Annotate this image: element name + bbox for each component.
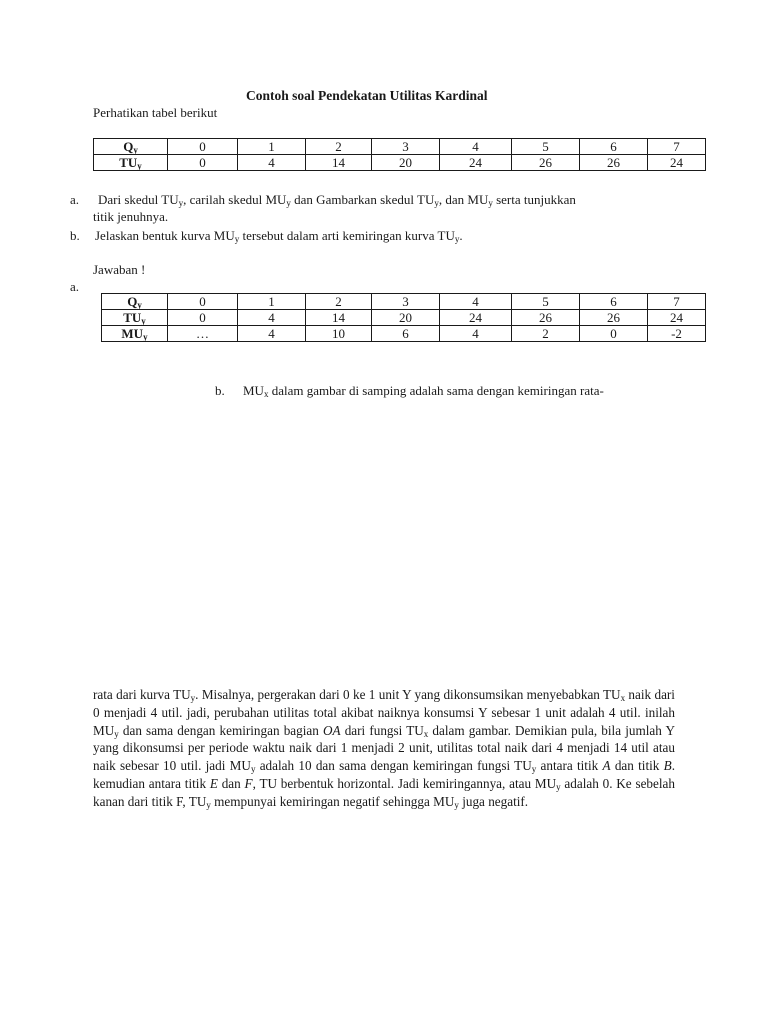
- subscript: x: [423, 728, 429, 739]
- answer-b-marker: b.: [215, 383, 225, 398]
- italic-term: F: [244, 775, 253, 791]
- subscript: y: [190, 693, 196, 703]
- text-run: adalah 0. Ke sebelah kanan dari titik F, TU: [93, 775, 675, 809]
- subscript: y: [234, 234, 240, 244]
- table-cell: 20: [372, 155, 440, 171]
- italic-term: A: [602, 758, 611, 774]
- document-title: Contoh soal Pendekatan Utilitas Kardinal: [246, 88, 488, 103]
- table-cell: 4: [440, 139, 512, 155]
- text-run: .: [459, 228, 463, 243]
- text-run: serta tunjukkan: [492, 192, 576, 207]
- italic-term: OA: [322, 722, 341, 738]
- table-cell: 1: [238, 294, 306, 310]
- row-header: $Q_y$: [102, 294, 168, 310]
- table-cell: 6: [580, 294, 648, 310]
- table-row: [102, 310, 706, 326]
- table-cell: 6: [372, 326, 440, 342]
- table-cell: 5: [512, 294, 580, 310]
- table-row: [94, 139, 706, 155]
- table-cell: 2: [512, 326, 580, 342]
- table-cell: 24: [648, 310, 706, 326]
- table-cell: 4: [238, 326, 306, 342]
- question-a-text-line2: titik jenuhnya.: [93, 209, 169, 224]
- text-run: antara titik: [536, 758, 603, 774]
- table-cell: 4: [440, 294, 512, 310]
- text-run: , carilah skedul MU: [183, 192, 287, 207]
- answer-a-marker: a.: [70, 279, 80, 294]
- subscript: y: [434, 198, 439, 208]
- table-cell: 2: [306, 294, 372, 310]
- table-cell: 0: [168, 155, 238, 171]
- table-cell: 0: [580, 326, 648, 342]
- table-marginal-utility: [101, 293, 706, 342]
- subscript: x: [263, 389, 269, 399]
- table-cell: 14: [306, 310, 372, 326]
- question-b-text: [95, 228, 463, 244]
- text-run: adalah 10 dan sama dengan kemiringan fungsi TU: [255, 758, 532, 774]
- table-cell: 10: [306, 326, 372, 342]
- table-cell: 26: [512, 310, 580, 326]
- question-a-text: [98, 192, 576, 208]
- table-cell: 24: [440, 155, 512, 171]
- table-cell: 24: [648, 155, 706, 171]
- subscript: y: [206, 799, 211, 810]
- table-cell: 26: [512, 155, 580, 171]
- table-cell: 4: [238, 155, 306, 171]
- text-run: rata dari kurva TU: [93, 687, 191, 702]
- table-cell: 0: [168, 310, 238, 326]
- italic-term: E: [209, 775, 218, 791]
- table-cell: -2: [648, 326, 706, 342]
- text-run: dan titik: [610, 758, 664, 774]
- answer-heading: Jawaban !: [93, 262, 146, 277]
- text-run: naik dari 0 menjadi 4 util. jadi, perubahan utilitas total akibat naiknya konsumsi Y sebesar 1 unit adalah 4 util. inilah MU: [93, 687, 675, 738]
- text-run: dan Gambarkan skedul TU: [290, 192, 435, 207]
- row-header: $Q_y$: [94, 139, 168, 155]
- text-run: dan: [217, 775, 245, 791]
- text-run: . kemudian antara titik: [93, 758, 676, 791]
- table-cell: 3: [372, 294, 440, 310]
- text-run: Jelaskan bentuk kurva MU: [95, 228, 235, 243]
- table-cell: …: [168, 326, 238, 342]
- table-row: [102, 294, 706, 310]
- text-run: dalam gambar di samping adalah sama dengan kemiringan rata-: [268, 383, 604, 398]
- table-cell: 4: [440, 326, 512, 342]
- table-cell: 24: [440, 310, 512, 326]
- answer-b-continuation: [93, 686, 675, 811]
- text-run: dalam gambar. Demikian pula, bila jumlah Y yang dikonsumsi per periode waktu naik dari 1 menjadi 2 unit, utilitas total naik dari 4 menjadi 14 util atau naik sebesar 10 util. jadi MU: [93, 722, 675, 774]
- table-cell: 0: [168, 139, 238, 155]
- text-run: Dari skedul TU: [98, 192, 179, 207]
- question-b-marker: b.: [70, 228, 80, 243]
- row-header: $TU_y$: [94, 155, 168, 171]
- table-cell: 5: [512, 139, 580, 155]
- subscript: y: [454, 234, 460, 244]
- table-row: [94, 155, 706, 171]
- row-header: $TU_y$: [102, 310, 168, 326]
- subscript: y: [286, 198, 291, 208]
- text-run: . Misalnya, pergerakan dari 0 ke 1 unit Y yang dikonsumsikan menyebabkan TU: [195, 687, 621, 702]
- question-a-marker: a.: [70, 192, 80, 207]
- table-cell: 3: [372, 139, 440, 155]
- intro-text: Perhatikan tabel berikut: [93, 105, 218, 120]
- table-row: [102, 326, 706, 342]
- table-cell: 2: [306, 139, 372, 155]
- table-cell: 14: [306, 155, 372, 171]
- subscript: y: [250, 764, 256, 775]
- text-run: MU: [243, 383, 264, 398]
- answer-b-text: [243, 383, 604, 399]
- row-header: $MU_y$: [102, 326, 168, 342]
- text-run: tersebut dalam arti kemiringan kurva TU: [239, 228, 455, 243]
- subscript: x: [620, 693, 626, 703]
- subscript: y: [488, 198, 493, 208]
- table-cell: 20: [372, 310, 440, 326]
- table-cell: 4: [238, 310, 306, 326]
- table-utility-schedule: [93, 138, 706, 171]
- table-cell: 7: [648, 139, 706, 155]
- subscript: y: [556, 781, 561, 792]
- subscript: y: [454, 799, 459, 810]
- table-cell: 6: [580, 139, 648, 155]
- text-run: dan sama dengan kemiringan bagian: [118, 722, 323, 738]
- text-run: , TU berbentuk horizontal. Jadi kemiringannya, atau MU: [252, 775, 557, 791]
- subscript: y: [178, 198, 184, 208]
- italic-term: B: [663, 758, 672, 774]
- table-cell: 7: [648, 294, 706, 310]
- table-cell: 1: [238, 139, 306, 155]
- text-run: dari fungsi TU: [340, 722, 424, 738]
- table-cell: 26: [580, 310, 648, 326]
- table-cell: 0: [168, 294, 238, 310]
- text-run: , dan MU: [438, 192, 489, 207]
- text-run: mempunyai kemiringan negatif sehingga MU: [210, 793, 455, 809]
- text-run: juga negatif.: [458, 793, 529, 809]
- table-cell: 26: [580, 155, 648, 171]
- subscript: y: [114, 728, 119, 739]
- subscript: y: [531, 764, 537, 775]
